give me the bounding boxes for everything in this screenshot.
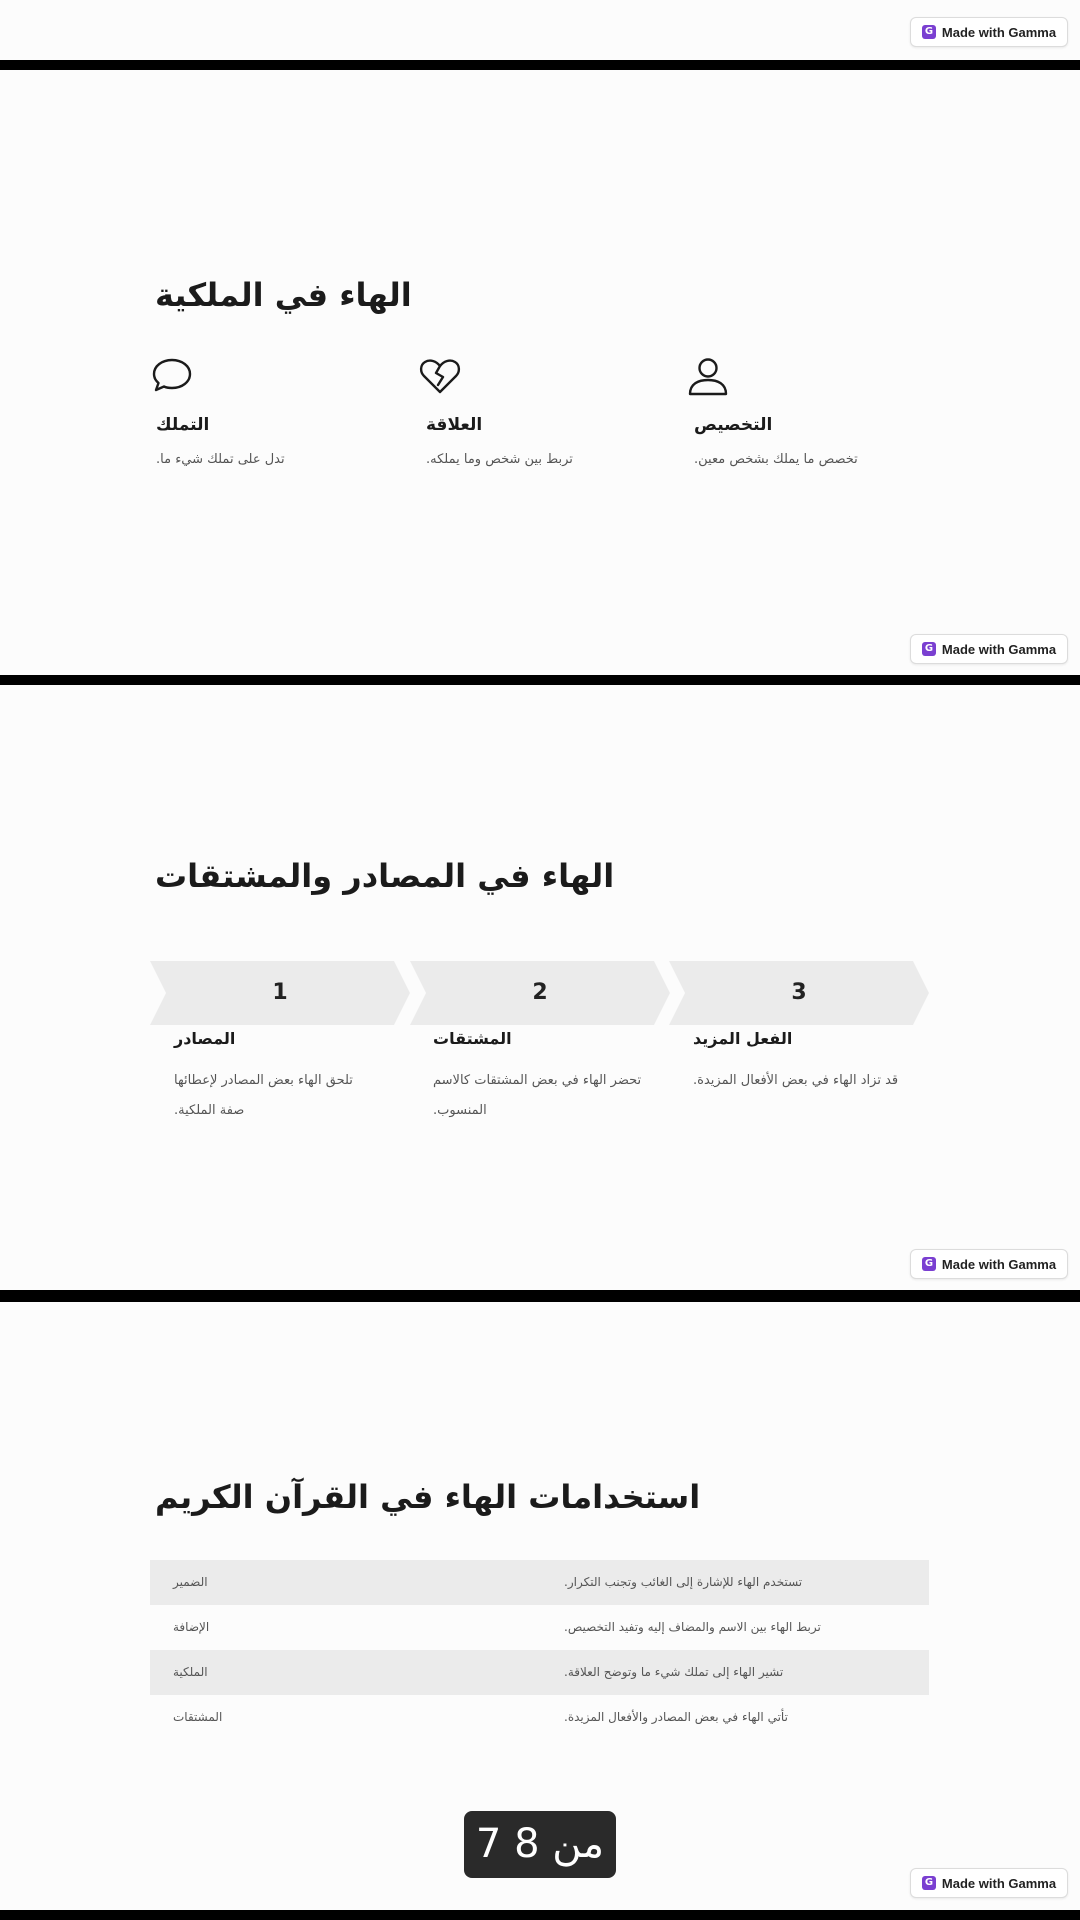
badge-label: Made with Gamma — [941, 1875, 1057, 1891]
feature-description: .تخصص ما يملك بشخص معين — [694, 452, 858, 467]
made-with-gamma-badge[interactable] — [910, 634, 1068, 664]
user-icon — [684, 352, 732, 400]
step-description-line: تلحق الهاء بعض المصادر لإعطائها — [174, 1073, 353, 1088]
feature-heading: العلاقة — [426, 415, 483, 435]
usage-description: .تشير الهاء إلى تملك شيء ما وتوضح العلاقة — [564, 1665, 784, 1679]
made-with-gamma-badge[interactable] — [910, 17, 1068, 47]
slide-sources — [0, 685, 1080, 1290]
step-chevron — [410, 961, 670, 1025]
badge-label: Made with Gamma — [941, 1256, 1057, 1272]
gamma-logo-icon: G — [922, 25, 936, 39]
slide-ownership — [0, 70, 1080, 675]
usage-description: .تأتي الهاء في بعض المصادر والأفعال المزيدة — [564, 1710, 788, 1724]
step-description-line: تحضر الهاء في بعض المشتقات كالاسم — [433, 1073, 642, 1088]
usage-name: الإضافة — [173, 1620, 210, 1634]
step-sources — [174, 1029, 404, 1126]
slide-title: استخدامات الهاء في القرآن الكريم — [155, 1478, 701, 1516]
slide-title: الهاء في المصادر والمشتقات — [155, 857, 615, 895]
badge-label: Made with Gamma — [941, 641, 1057, 657]
made-with-gamma-badge[interactable] — [910, 1249, 1068, 1279]
step-number: 2 — [532, 980, 548, 1005]
step-number: 1 — [272, 980, 288, 1005]
step-heading: المشتقات — [433, 1029, 512, 1048]
feature-description: .تربط بين شخص وما يملكه — [426, 452, 573, 467]
slide-title: الهاء في الملكية — [155, 276, 412, 314]
top-slide-strip — [0, 0, 1080, 60]
step-chevron — [669, 961, 929, 1025]
usage-name: الملكية — [173, 1665, 208, 1679]
table-row — [150, 1695, 929, 1740]
table-row — [150, 1560, 929, 1605]
gamma-logo-icon: G — [922, 1257, 936, 1271]
usage-description: .تربط الهاء بين الاسم والمضاف إليه وتفيد التخصيص — [564, 1620, 821, 1634]
feature-description: .تدل على تملك شيء ما — [156, 452, 285, 467]
broken-heart-icon — [416, 352, 464, 400]
usage-description: .تستخدم الهاء للإشارة إلى الغائب وتجنب التكرار — [564, 1575, 803, 1589]
step-derivatives — [433, 1029, 663, 1126]
usage-name: المشتقات — [173, 1710, 223, 1724]
step-augmented-verb — [693, 1029, 923, 1096]
badge-label: Made with Gamma — [941, 24, 1057, 40]
step-number: 3 — [791, 980, 807, 1005]
table-row — [150, 1605, 929, 1650]
page-indicator: 7 من 8 — [464, 1811, 616, 1878]
usages-table — [150, 1560, 929, 1740]
step-chevron — [150, 961, 410, 1025]
feature-heading: التخصيص — [694, 415, 773, 435]
step-description-line: .صفة الملكية — [174, 1103, 245, 1118]
step-description-line: .المنسوب — [433, 1103, 487, 1118]
chat-bubble-icon — [148, 352, 196, 400]
usage-name: الضمير — [173, 1575, 208, 1589]
gamma-logo-icon: G — [922, 1876, 936, 1890]
table-row — [150, 1650, 929, 1695]
step-heading: المصادر — [174, 1029, 236, 1048]
step-description-line: .قد تزاد الهاء في بعض الأفعال المزيدة — [693, 1073, 899, 1088]
step-heading: الفعل المزيد — [693, 1029, 793, 1048]
gamma-logo-icon: G — [922, 642, 936, 656]
made-with-gamma-badge[interactable] — [910, 1868, 1068, 1898]
feature-heading: التملك — [156, 415, 210, 435]
